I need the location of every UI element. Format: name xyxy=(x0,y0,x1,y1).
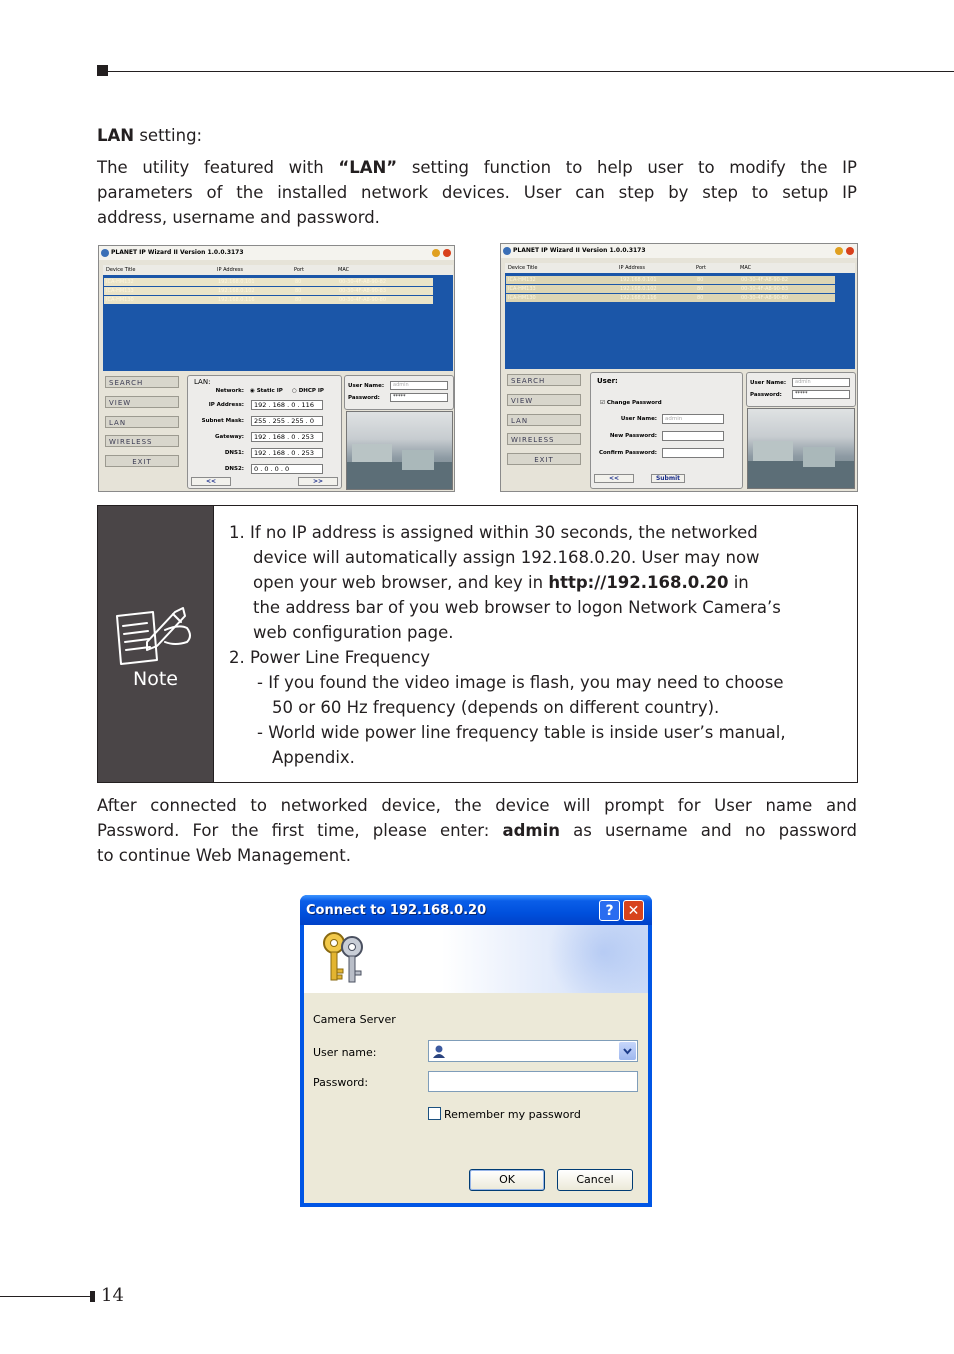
close-icon[interactable] xyxy=(846,247,854,255)
camera-preview-image xyxy=(747,408,855,489)
intro-line: The utility featured with “LAN” setting function to help user to modify the IP xyxy=(97,158,857,177)
search-button[interactable]: SEARCH xyxy=(507,374,581,386)
confirm-password-field[interactable] xyxy=(662,448,724,458)
page-number: 14 xyxy=(101,1285,124,1306)
password-input[interactable] xyxy=(428,1071,638,1092)
after-paragraph xyxy=(97,793,857,868)
login-panel xyxy=(746,372,856,407)
note-line: - World wide power line frequency table is inside user’s manual, xyxy=(257,723,786,742)
user-name-label: User Name: xyxy=(620,416,657,422)
header-rule xyxy=(108,71,954,72)
note-line: 1. If no IP address is assigned within 30 seconds, the networked xyxy=(229,523,758,542)
confirm-password-label: Confirm Password: xyxy=(598,450,657,456)
user-name-label: User name: xyxy=(313,1046,377,1059)
user-icon xyxy=(432,1044,446,1058)
exit-button[interactable]: EXIT xyxy=(105,455,179,467)
ok-button[interactable]: OK xyxy=(469,1169,545,1191)
gateway-field[interactable]: 192 . 168 . 0 . 253 xyxy=(251,432,323,442)
intro-line: address, username and password. xyxy=(97,208,380,227)
note-line: web configuration page. xyxy=(253,623,454,642)
search-button[interactable]: SEARCH xyxy=(105,376,179,388)
dns2-label: DNS2: xyxy=(224,466,244,472)
exit-button[interactable]: EXIT xyxy=(507,453,581,465)
gateway-label: Gateway: xyxy=(215,434,244,440)
login-dialog-screenshot xyxy=(300,895,652,1207)
note-sidebar xyxy=(98,506,214,782)
login-panel xyxy=(344,375,454,410)
lan-panel-title: LAN: xyxy=(194,378,211,386)
intro-line: parameters of the installed network devices. User can step by step to setup IP xyxy=(97,183,857,202)
subnet-mask-label: Subnet Mask: xyxy=(201,418,244,424)
new-password-label: New Password: xyxy=(609,433,657,439)
user-name-label: User Name: xyxy=(348,383,385,389)
keys-icon xyxy=(316,929,374,985)
section-heading: LAN setting: xyxy=(97,126,203,145)
device-row[interactable]: ICA-HM132 192.168.0.101 80 00-30-4F-A8-90-82 xyxy=(104,278,433,286)
note-line: the address bar of you web browser to logon Network Camera’s xyxy=(253,598,781,617)
dialog-titlebar xyxy=(300,895,652,925)
device-list[interactable] xyxy=(505,263,855,369)
next-button[interactable]: >> xyxy=(298,477,338,486)
banner-watermark xyxy=(536,925,648,993)
network-label: Network: xyxy=(215,388,244,394)
minimize-icon[interactable] xyxy=(432,249,440,257)
wireless-button[interactable]: WIRELESS xyxy=(507,433,581,445)
planet-icon xyxy=(101,249,109,257)
device-row[interactable]: ICA-HM133 192.168.0.102 80 00-30-4F-A8-90-83 xyxy=(104,287,433,295)
user-name-combobox[interactable] xyxy=(428,1040,638,1062)
user-panel xyxy=(590,372,743,489)
submit-button[interactable]: Submit xyxy=(651,474,685,483)
password-label: Password: xyxy=(313,1076,369,1089)
note-line: - If you found the video image is flash, you may need to choose xyxy=(257,673,784,692)
dns2-field[interactable]: 0 . 0 . 0 . 0 xyxy=(251,464,323,474)
device-row[interactable]: ICA-HM130 192.168.0.116 80 00-30-4F-A8-90-80 xyxy=(104,296,433,304)
password-field[interactable]: ***** xyxy=(390,393,448,402)
footer-rule xyxy=(0,1296,90,1297)
device-list-header: Device Title IP Address Port MAC xyxy=(505,263,855,273)
wizard-lan-screenshot xyxy=(98,245,455,492)
dhcp-ip-radio[interactable]: ○ DHCP IP xyxy=(292,388,324,394)
intro-paragraph xyxy=(97,155,857,230)
cancel-button[interactable]: Cancel xyxy=(557,1169,633,1191)
ip-address-label: IP Address: xyxy=(208,402,244,408)
footer-square xyxy=(90,1291,95,1302)
password-label: Password: xyxy=(750,392,782,398)
camera-preview-image xyxy=(346,411,453,490)
subnet-mask-field[interactable]: 255 . 255 . 255 . 0 xyxy=(251,416,323,426)
dialog-title: Connect to 192.168.0.20 xyxy=(306,903,487,918)
prev-button[interactable]: << xyxy=(191,477,231,486)
dialog-body xyxy=(304,925,648,1203)
user-name-field[interactable]: admin xyxy=(390,381,448,390)
after-line: to continue Web Management. xyxy=(97,846,351,865)
device-list[interactable] xyxy=(103,265,453,371)
lan-panel xyxy=(187,375,342,489)
dns1-field[interactable]: 192 . 168 . 0 . 253 xyxy=(251,448,323,458)
lan-button[interactable]: LAN xyxy=(105,416,179,428)
remember-password-label: Remember my password xyxy=(444,1108,581,1121)
note-line: 50 or 60 Hz frequency (depends on different country). xyxy=(272,698,720,717)
dns1-label: DNS1: xyxy=(224,450,244,456)
note-label: Note xyxy=(133,668,178,690)
planet-icon xyxy=(503,247,511,255)
new-password-field[interactable] xyxy=(662,431,724,441)
note-line: device will automatically assign 192.168.0.20. User may now xyxy=(253,548,760,567)
note-pen-icon xyxy=(113,602,195,666)
user-name-field[interactable]: admin xyxy=(792,378,850,387)
user-name-label: User Name: xyxy=(750,380,787,386)
lan-button[interactable]: LAN xyxy=(507,414,581,426)
close-button[interactable]: ✕ xyxy=(623,900,644,921)
header-square xyxy=(97,65,108,76)
user-panel-title: User: xyxy=(597,377,618,385)
dialog-banner xyxy=(304,925,648,993)
chevron-down-icon xyxy=(619,1042,636,1060)
ip-address-field[interactable]: 192 . 168 . 0 . 116 xyxy=(251,400,323,410)
remember-password-checkbox[interactable] xyxy=(428,1107,441,1120)
change-password-checkbox[interactable]: ☑ Change Password xyxy=(600,400,662,406)
view-button[interactable]: VIEW xyxy=(105,396,179,408)
help-button[interactable]: ? xyxy=(599,900,620,921)
password-field[interactable]: ***** xyxy=(792,390,850,399)
after-line: Password. For the first time, please enter: admin as username and no password xyxy=(97,821,857,840)
prev-button[interactable]: << xyxy=(594,474,634,483)
after-line: After connected to networked device, the device will prompt for User name and xyxy=(97,796,857,815)
note-box xyxy=(97,505,858,783)
password-label: Password: xyxy=(348,395,380,401)
user-name-field[interactable]: admin xyxy=(662,414,724,424)
device-row[interactable]: ICA-HM133 192.168.0.102 80 00-30-4F-A8-90-83 xyxy=(506,285,835,293)
device-row[interactable]: ICA-HM132 192.168.0.101 80 00-30-4F-A8-90-82 xyxy=(506,276,835,284)
note-line: 2. Power Line Frequency xyxy=(229,648,430,667)
wizard-user-screenshot xyxy=(500,243,858,492)
device-row[interactable]: ICA-HM130 192.168.0.116 80 00-30-4F-A8-90-80 xyxy=(506,294,835,302)
dropdown-button[interactable] xyxy=(619,1042,636,1060)
server-label: Camera Server xyxy=(313,1013,396,1026)
note-line: open your web browser, and key in http://192.168.0.20 in xyxy=(253,573,749,592)
note-line: Appendix. xyxy=(272,748,355,767)
close-icon[interactable] xyxy=(443,249,451,257)
wizard-titlebar: PLANET IP Wizard II Version 1.0.0.3173 xyxy=(99,246,454,260)
wizard-titlebar: PLANET IP Wizard II Version 1.0.0.3173 xyxy=(501,244,857,258)
wireless-button[interactable]: WIRELESS xyxy=(105,435,179,447)
device-list-header: Device Title IP Address Port MAC xyxy=(103,265,453,275)
minimize-icon[interactable] xyxy=(835,247,843,255)
view-button[interactable]: VIEW xyxy=(507,394,581,406)
static-ip-radio[interactable]: ◉ Static IP xyxy=(250,388,283,394)
